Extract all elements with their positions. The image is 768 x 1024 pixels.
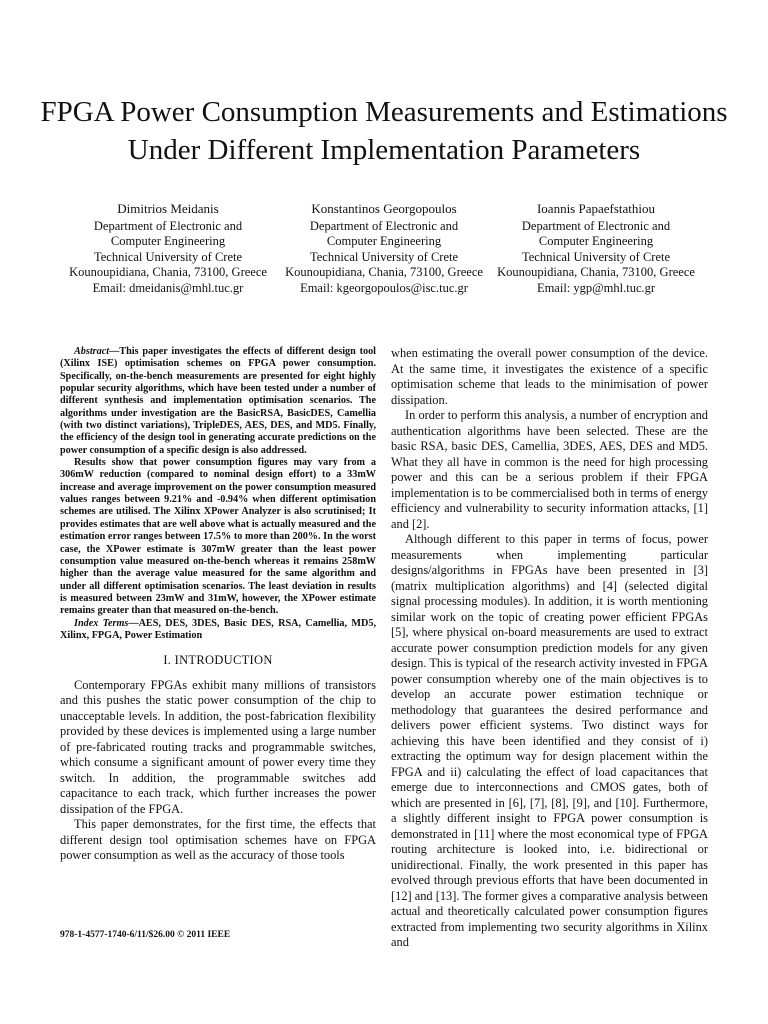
author-department: Department of Electronic and (93, 218, 243, 233)
author-department: Computer Engineering (538, 234, 654, 249)
author-university: Technical University of Crete (309, 249, 459, 264)
author-email: Email: ygp@mhl.tuc.gr (536, 280, 656, 295)
abstract-label: Abstract (74, 346, 110, 357)
section-heading: I. INTRODUCTION (163, 653, 273, 668)
paragraph: This paper demonstrates, for the first time, the effects that different design tool optimisation schemes have on FPGA power consumption as well as the accuracy of those tools (60, 817, 376, 863)
abstract-text: —This paper investigates the effects of different design tool (Xilinx ISE) optimisation schemes on FPGA power consumption. Specifically, on-the-bench measurements are presented for eight highly popular security algorithms, which have been tested under a number of different synthesis and implementation optimisation scenarios. The algorithms under investigation are the BasicRSA, BasicDES, Camellia (with two distinct variations), TripleDES, AES, DES, and MD5. Finally, the efficiency of the design tool in generating accurate predictions on the power consumption of a specific design is also addressed. (60, 346, 376, 456)
author-block (481, 201, 711, 297)
author-address: Kounoupidiana, Chania, 73100, Greece (497, 265, 695, 280)
author-email: Email: kgeorgopoulos@isc.tuc.gr (300, 280, 468, 295)
abstract (60, 346, 376, 457)
author-name: Dimitrios Meidanis (117, 201, 219, 216)
right-column (391, 346, 708, 951)
copyright-notice: 978-1-4577-1740-6/11/$26.00 © 2011 IEEE (60, 930, 231, 940)
paragraph: Contemporary FPGAs exhibit many millions of transistors and this pushes the static power consumption of the chip to unacceptable levels. In addition, the post-fabrication flexibility provided by these devices is implemented using a large number of pre-fabricated routing tracks and programmable switches, which consume a significant amount of power every time they switch. In addition, the programmable switches add capacitance to each track, which further increases the power dissipation of the FPGA. (60, 677, 376, 816)
paragraph: Although different to this paper in terms of focus, power measurements when implementing particular designs/algorithms in FPGAs have been presented in [3] (matrix multiplication algorithms) and [4] (selected digital signal processing modules). In addition, it is worth mentioning similar work on the topic of creating power efficient FPGAs [5], where physical on-board measurements are used to extract accurate power consumption prediction models for any given design. This is typical of the research activity invested in FPGA power consumption whereby one of the main objectives is to develop an accurate power estimation technique or methodology that guarantees the desired performance and delivers power efficient systems. Two distinct ways for achieving this have been identified and they consist of i) extracting the optimum way for design placement within the FPGA and ii) calculating the effect of load capacitances that emerge due to interconnections and CMOS gates, both of which are presented in [6], [7], [8], [9], and [10]. Furthermore, a slightly different insight to FPGA power consumption is demonstrated in [11] where the most economical type of FPGA routing architecture is looked into, i.e. bidirectional or unidirectional. Finally, the work presented in this paper has evolved through previous efforts that have been documented in [12] and [13]. The former gives a comparative analysis between actual and theoretically calculated power consumption figures extracted from implementing two security algorithms in Xilinx and (391, 532, 708, 949)
author-department: Computer Engineering (326, 234, 442, 249)
author-name: Ioannis Papaefstathiou (536, 201, 656, 216)
author-address: Kounoupidiana, Chania, 73100, Greece (69, 265, 267, 280)
left-column (60, 346, 376, 864)
author-university: Technical University of Crete (521, 249, 671, 264)
author-department: Computer Engineering (110, 234, 226, 249)
index-terms-label: Index Terms (74, 617, 129, 629)
index-terms (60, 618, 376, 643)
author-email: Email: dmeidanis@mhl.tuc.gr (92, 280, 244, 295)
author-block (53, 201, 283, 297)
author-address: Kounoupidiana, Chania, 73100, Greece (285, 265, 483, 280)
paper-title: FPGA Power Consumption Measurements and Estimations Under Different Implementation Parameters (40, 96, 728, 167)
author-department: Department of Electronic and (309, 218, 459, 233)
author-name: Konstantinos Georgopoulos (311, 201, 457, 216)
author-university: Technical University of Crete (93, 249, 243, 264)
paragraph: In order to perform this analysis, a number of encryption and authentication algorithms have been selected. These are the basic RSA, basic DES, Camellia, 3DES, AES, DES and MD5. What they all have in common is the need for high processing power and this can be a serious problem if their FPGA implementation is to be commercialised both in terms of energy efficiency and vulnerability to security information attacks, [1] and [2]. (391, 408, 708, 531)
abstract-results: Results show that power consumption figures may vary from a 306mW reduction (compared to nominal design effort) to a 33mW increase and average improvement on the power consumption measured values ranges between 9.21% and -0.94% when different optimisation schemes are utilised. The Xilinx XPower Analyzer is also scrutinised; It provides estimates that are well above what is actually measured and the estimation error ranges between 17.5% to more than 200%. In the worst case, the XPower estimate is 307mW greater than the least power consumption value measured on-the-bench whereas it remains 258mW higher than the average value measured for the same algorithm and under all different optimisation scenarios. The least deviation in results is measured between 23mW and 31mW, however, the XPower estimate remains greater than that measured on-the-bench. (60, 457, 376, 617)
index-terms-text: —AES, DES, 3DES, Basic DES, RSA, Camellia, MD5, Xilinx, FPGA, Power Estimation (60, 617, 376, 641)
paragraph: when estimating the overall power consumption of the device. At the same time, it investigates the existence of a specific optimisation scheme that leads to the minimisation of power dissipation. (391, 346, 708, 407)
author-department: Department of Electronic and (521, 218, 671, 233)
author-block (269, 201, 499, 297)
